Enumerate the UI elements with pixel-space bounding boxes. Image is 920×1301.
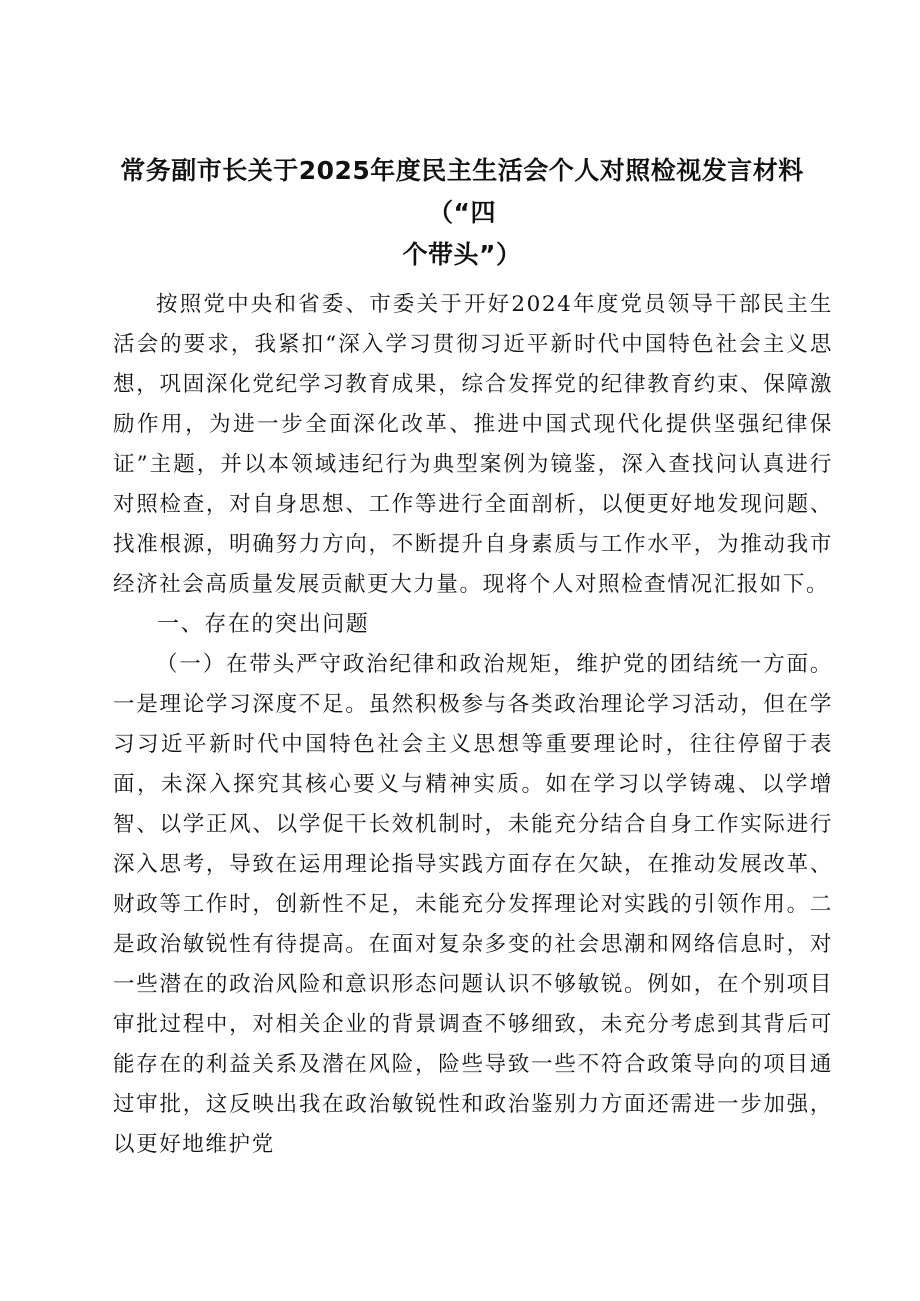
section-heading: 一、存在的突出问题	[157, 612, 370, 637]
section-paragraph: （一）在带头严守政治纪律和政治规矩，维护党的团结统一方面。一是理论学习深度不足。虽然积极参与各类政治理论学习活动，但在学习习近平新时代中国特色社会主义思想等重要理论时，往往停留于表面，未深入探究其核心要义与精神实质。如在学习以学铸魂、以学增智、以学正风、以学促干长效机制时，未能充分结合自身工作实际进行深入思考，导致在运用理论指导实践方面存在欠缺，在推动发展改革、财政等工作时，创新性不足，未能充分发挥理论对实践的引领作用。二是政治敏锐性有待提高。在面对复杂多变的社会思潮和网络信息时，对一些潜在的政治风险和意识形态问题认识不够敏锐。例如，在个别项目审批过程中，对相关企业的背景调查不够细致，未充分考虑到其背后可能存在的利益关系及潜在风险，险些导致一些不符合政策导向的项目通过审批，这反映出我在政治敏锐性和政治鉴别力方面还需进一步加强，以更好地维护党	[113, 652, 833, 1157]
intro-paragraph: 按照党中央和省委、市委关于开好2024年度党员领导干部民主生活会的要求，我紧扣“深入学习贯彻习近平新时代中国特色社会主义思想，巩固深化党纪学习教育成果，综合发挥党的纪律教育约束、保障激励作用，为进一步全面深化改革、推进中国式现代化提供坚强纪律保证”主题，并以本领域违纪行为典型案例为镜鉴，深入查找问认真进行对照检查，对自身思想、工作等进行全面剖析，以便更好地发现问题、找准根源，明确努力方向，不断提升自身素质与工作水平，为推动我市经济社会高质量发展贡献更大力量。现将个人对照检查情况汇报如下。	[113, 292, 833, 597]
title-line-1: 常务副市长关于2025年度民主生活会个人对照检视发言材料（“四	[120, 156, 804, 227]
document-body	[113, 285, 833, 1165]
title-line-2: 个带头”）	[402, 240, 522, 269]
document-title	[112, 150, 812, 276]
